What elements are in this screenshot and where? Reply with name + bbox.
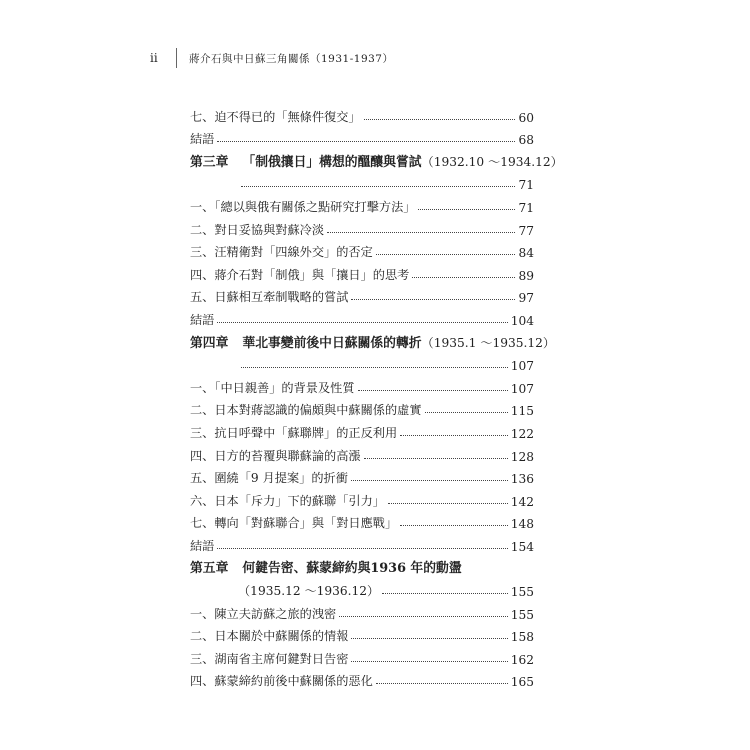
toc-entry-page: 84 [518, 246, 534, 261]
toc-entry-page: 107 [510, 381, 534, 396]
toc-entry-page: 122 [510, 426, 534, 441]
dot-leader [412, 277, 515, 278]
chapter-date-range: （1932.10 ～1934.12） [421, 154, 563, 169]
chapter-heading-text [190, 557, 462, 576]
toc-chapter-page-line [190, 351, 534, 374]
toc-entry [190, 260, 534, 283]
toc-entry-page: 97 [518, 291, 534, 306]
toc-chapter-heading [190, 147, 563, 170]
toc-entry [190, 509, 534, 532]
toc-entry-page: 77 [518, 223, 534, 238]
toc-entry-page: 155 [510, 585, 534, 600]
toc-entry-page: 155 [510, 607, 534, 622]
toc-entry [190, 373, 534, 396]
dot-leader [382, 593, 508, 594]
toc-entry [190, 441, 534, 464]
toc-entry-page: 68 [518, 133, 534, 148]
toc-entry-page: 136 [510, 472, 534, 487]
toc-entry [190, 305, 534, 328]
toc-entry-page: 154 [510, 539, 534, 554]
dot-leader [351, 638, 507, 639]
toc-entry [190, 283, 534, 306]
chapter-date-range: （1935.12 ～1936.12） [238, 584, 380, 599]
toc-entry [190, 644, 534, 667]
toc-entry-title: 七、迫不得已的「無條件復交」 [190, 109, 361, 124]
dot-leader [217, 141, 515, 142]
chapter-heading-text [190, 151, 563, 170]
dot-leader [358, 390, 508, 391]
toc-entry-page: 148 [510, 517, 534, 532]
toc-entry-title: 結語 [190, 538, 215, 553]
toc-entry-title: 結語 [190, 312, 215, 327]
chapter-title: 何鍵告密、蘇蒙締約與1936 年的動盪 [242, 561, 462, 577]
running-header [150, 46, 394, 70]
dot-leader [400, 435, 508, 436]
toc-entry-page: 165 [510, 675, 534, 690]
toc-entry-page: 115 [510, 404, 534, 419]
toc-entry-title: 二、日本關於中蘇關係的情報 [190, 629, 349, 644]
toc-entry-title: 二、對日妥協與對蘇冷淡 [190, 222, 325, 237]
toc-entry [190, 102, 534, 125]
running-title: 蔣介石與中日蘇三角關係（1931-1937） [189, 52, 394, 65]
toc-entry-title: 四、蔣介石對「制俄」與「攘日」的思考 [190, 267, 410, 282]
toc-entry-page: 89 [518, 268, 534, 283]
toc-entry-title: 三、抗日呼聲中「蘇聯牌」的正反利用 [190, 425, 398, 440]
toc-chapter-page-line [190, 170, 534, 193]
toc-entry-title: 四、蘇蒙締約前後中蘇關係的惡化 [190, 674, 373, 689]
toc-entry-page: 71 [518, 200, 534, 215]
toc-entry [190, 622, 534, 645]
toc-entry-page: 104 [510, 313, 534, 328]
toc-entry [190, 667, 534, 690]
dot-leader [327, 232, 515, 233]
dot-leader [425, 412, 508, 413]
chapter-title: 「制俄攘日」構想的醞釀與嘗試 [242, 154, 422, 170]
dot-leader [241, 367, 508, 368]
chapter-label: 第三章 [190, 154, 229, 170]
toc-entry [190, 486, 534, 509]
dot-leader [351, 661, 507, 662]
table-of-contents [190, 102, 563, 690]
dot-leader [376, 683, 508, 684]
chapter-label: 第五章 [190, 561, 229, 577]
chapter-label: 第四章 [190, 335, 229, 351]
toc-entry-page: 142 [510, 494, 534, 509]
chapter-title: 華北事變前後中日蘇關係的轉折 [242, 335, 422, 351]
toc-entry-title: 四、日方的苔覆與聯蘇論的高漲 [190, 448, 361, 463]
dot-leader [388, 503, 508, 504]
toc-entry-title: 一、陳立夫訪蘇之旅的洩密 [190, 606, 337, 621]
toc-entry-page: 107 [510, 359, 534, 374]
dot-leader [351, 299, 515, 300]
toc-entry [190, 418, 534, 441]
toc-entry [190, 125, 534, 148]
toc-entry-title: 一、「總以與俄有關係之點研究打擊方法」 [190, 199, 416, 214]
toc-entry-title: 五、日蘇相互牽制戰略的嘗試 [190, 290, 349, 305]
dot-leader [241, 186, 515, 187]
toc-entry-page: 128 [510, 449, 534, 464]
chapter-date-range: （1935.1 ～1935.12） [421, 335, 556, 350]
toc-entry-title: 三、湖南省主席何鍵對日告密 [190, 651, 349, 666]
dot-leader [351, 480, 508, 481]
toc-entry-title: 三、汪精衛對「四線外交」的否定 [190, 245, 373, 260]
dot-leader [364, 458, 508, 459]
toc-entry [190, 192, 534, 215]
toc-entry-title: 五、圍繞「9 月提案」的折衝 [190, 471, 348, 486]
toc-entry [190, 599, 534, 622]
dot-leader [217, 548, 507, 549]
toc-entry [190, 396, 534, 419]
toc-entry-title: 七、轉向「對蘇聯合」與「對日應戰」 [190, 516, 398, 531]
toc-chapter-heading [190, 554, 534, 577]
dot-leader [418, 209, 515, 210]
toc-entry [190, 238, 534, 261]
toc-entry-title: 六、日本「斥力」下的蘇聯「引力」 [190, 493, 385, 508]
page-folio: ii [150, 51, 158, 65]
toc-entry [190, 215, 534, 238]
toc-chapter-heading [190, 328, 556, 351]
toc-entry [190, 576, 534, 599]
toc-entry-page: 158 [510, 630, 534, 645]
dot-leader [376, 254, 516, 255]
toc-entry-title: 一、「中日親善」的背景及性質 [190, 380, 355, 395]
dot-leader [217, 322, 507, 323]
toc-entry-page: 162 [510, 652, 534, 667]
chapter-heading-text [190, 332, 555, 351]
toc-entry [190, 531, 534, 554]
toc-entry-title: 二、日本對蔣認識的偏頗與中蘇關係的虛實 [190, 403, 422, 418]
toc-entry [190, 464, 534, 487]
dot-leader [364, 119, 516, 120]
dot-leader [400, 525, 508, 526]
toc-entry-page: 71 [518, 178, 534, 193]
toc-entry-page: 60 [518, 110, 534, 125]
toc-entry-title: 結語 [190, 132, 215, 147]
dot-leader [339, 616, 507, 617]
header-divider [176, 48, 177, 68]
